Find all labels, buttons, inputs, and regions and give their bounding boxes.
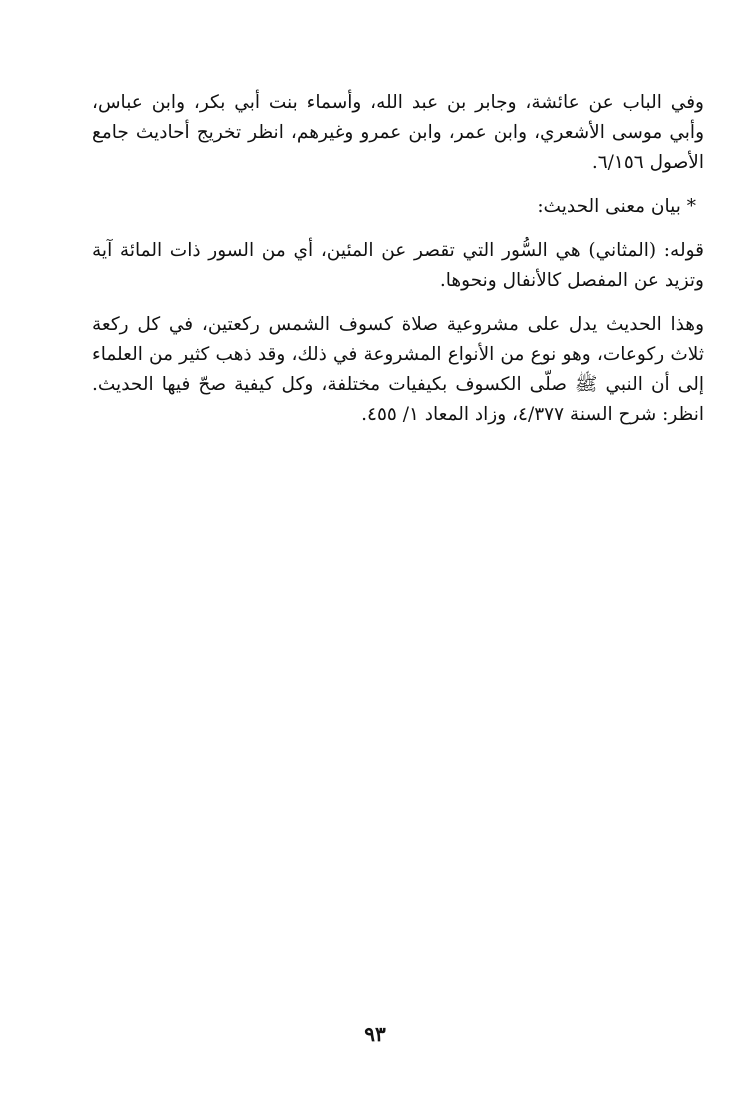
page-number: ٩٣ <box>364 1022 386 1046</box>
paragraph-ruling: وهذا الحديث يدل على مشروعية صلاة كسوف الشمس ركعتين، في كل ركعة ثلاث ركوعات، وهو نوع من الأنواع المشروعة في ذلك، وقد ذهب كثير من العلماء إلى أن النبي ﷺ صلّى الكسوف بكيفيات مختلفة، وكل كيفية صحّ فيها الحديث. انظر: شرح السنة ٤/٣٧٧، وزاد المعاد ١/ ٤٥٥. <box>92 314 704 425</box>
body-text <box>92 88 704 444</box>
paragraph-explanation: قوله: (المثاني) هي السُّور التي تقصر عن المئين، أي من السور ذات المائة آية وتزيد عن المفصل كالأنفال ونحوها. <box>92 240 704 291</box>
section-heading: * بيان معنى الحديث: <box>537 196 696 217</box>
paragraph-references: وفي الباب عن عائشة، وجابر بن عبد الله، وأسماء بنت أبي بكر، وابن عباس، وأبي موسى الأشعري، وابن عمر، وابن عمرو وغيرهم، انظر تخريج أحاديث جامع الأصول ٦/١٥٦. <box>92 92 704 173</box>
